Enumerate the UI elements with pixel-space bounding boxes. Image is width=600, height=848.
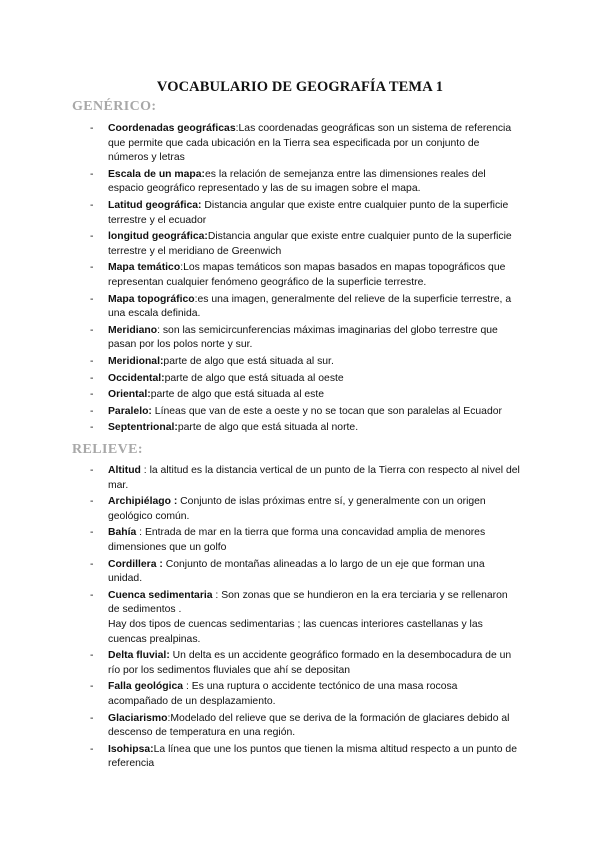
page-title: VOCABULARIO DE GEOGRAFÍA TEMA 1 bbox=[156, 79, 444, 95]
bullet-dash: - bbox=[90, 527, 94, 539]
term-name: Bahía bbox=[108, 527, 137, 539]
bullet-dash: - bbox=[90, 355, 94, 367]
term-item bbox=[0, 168, 600, 197]
bullet-dash: - bbox=[90, 405, 94, 417]
bullet-dash: - bbox=[90, 199, 94, 211]
term-item bbox=[0, 324, 600, 353]
term-item bbox=[0, 558, 600, 587]
term-definition: Un delta es un accidente geográfico formado en la desembocadura de un río por los sedimentos fluviales que ahí se depositan bbox=[108, 650, 512, 676]
term-name: Latitud geográfica: bbox=[108, 199, 202, 211]
term-item bbox=[0, 388, 600, 403]
term-name: Mapa temático bbox=[108, 262, 181, 274]
term-item bbox=[0, 405, 600, 420]
term-item bbox=[0, 372, 600, 387]
bullet-dash: - bbox=[90, 681, 94, 693]
bullet-dash: - bbox=[90, 650, 94, 662]
bullet-dash: - bbox=[90, 262, 94, 274]
bullet-dash: - bbox=[90, 123, 94, 134]
term-name: Oriental: bbox=[108, 389, 151, 401]
bullet-dash: - bbox=[90, 168, 94, 180]
term-name: longitud geográfica: bbox=[108, 231, 208, 243]
term-definition: son las semicircunferencias máximas imaginarias del globo terrestre que pasan por los polos norte y sur. bbox=[108, 324, 498, 351]
term-name: Delta fluvial: bbox=[108, 650, 170, 662]
term-definition: La línea que une los puntos que tienen la misma altitud respecto a un punto de referencia bbox=[108, 743, 517, 770]
term-name: Occidental: bbox=[108, 372, 165, 384]
term-name: Glaciarismo bbox=[108, 712, 168, 724]
term-item bbox=[0, 526, 600, 555]
term-name: Coordenadas geográficas bbox=[108, 123, 236, 134]
bullet-dash: - bbox=[90, 496, 94, 508]
term-definition: es la relación de semejanza entre las dimensiones reales del espacio geográfico representado y las de su imagen sobre el mapa. bbox=[108, 168, 486, 195]
term-definition: parte de algo que está situada al este bbox=[150, 389, 325, 401]
term-definition: Distancia angular que existe entre cualquier punto de la superficie terrestre y el ecuador bbox=[108, 199, 509, 226]
term-name: Falla geológica bbox=[108, 681, 184, 693]
term-name: Escala de un mapa: bbox=[108, 168, 206, 180]
term-definition-extra: Hay dos tipos de cuencas sedimentarias ; las cuencas interiores castellanas y las cuencas prealpinas. bbox=[108, 618, 483, 645]
bullet-dash: - bbox=[90, 231, 94, 243]
term-item bbox=[0, 230, 600, 259]
bullet-dash: - bbox=[90, 558, 94, 570]
term-definition: : Son zonas que se hundieron en la era terciaria y se rellenaron de sedimentos . bbox=[108, 589, 508, 616]
term-separator: : bbox=[194, 293, 198, 305]
term-definition: Conjunto de islas próximas entre sí, y generalmente con un origen geológico común. bbox=[108, 496, 486, 522]
term-definition: Distancia angular que existe entre cualquier punto de la superficie terrestre y el meridiano de Greenwich bbox=[108, 231, 512, 257]
term-item bbox=[0, 743, 600, 772]
term-separator: : bbox=[180, 262, 184, 274]
bullet-dash: - bbox=[90, 389, 94, 401]
section-heading-relieve: RELIEVE: bbox=[72, 442, 143, 457]
term-item bbox=[0, 589, 600, 647]
term-name: Meridiano bbox=[108, 324, 158, 336]
term-item bbox=[0, 199, 600, 228]
term-name: Isohipsa: bbox=[108, 743, 154, 755]
term-separator: : bbox=[235, 123, 239, 134]
bullet-dash: - bbox=[90, 372, 94, 384]
section-heading-generico: GENÉRICO: bbox=[72, 99, 157, 114]
term-list-relieve bbox=[0, 464, 600, 774]
term-definition: : la altitud es la distancia vertical de un punto de la Tierra con respecto al nivel del mar. bbox=[108, 465, 520, 491]
term-definition: parte de algo que está situada al norte. bbox=[177, 422, 359, 434]
term-name: Archipiélago : bbox=[108, 496, 178, 508]
bullet-dash: - bbox=[90, 293, 94, 305]
term-definition: Conjunto de montañas alineadas a lo largo de un eje que forman una unidad. bbox=[108, 558, 485, 585]
term-definition: : Entrada de mar en la tierra que forma una concavidad amplia de menores dimensiones que un golfo bbox=[108, 527, 486, 553]
term-name: Paralelo: bbox=[108, 405, 152, 417]
bullet-dash: - bbox=[90, 712, 94, 724]
term-name: Altitud bbox=[108, 465, 141, 476]
term-item bbox=[0, 680, 600, 709]
bullet-dash: - bbox=[90, 324, 94, 336]
bullet-dash: - bbox=[90, 589, 94, 601]
bullet-dash: - bbox=[90, 465, 94, 476]
term-name: Mapa topográfico bbox=[108, 293, 195, 305]
term-item bbox=[0, 712, 600, 741]
term-item bbox=[0, 495, 600, 524]
term-item bbox=[0, 649, 600, 678]
term-name: Meridional: bbox=[108, 355, 164, 367]
term-list-generico bbox=[0, 122, 600, 438]
term-separator: : bbox=[157, 324, 160, 336]
term-item bbox=[0, 421, 600, 436]
bullet-dash: - bbox=[90, 422, 94, 434]
term-definition: parte de algo que está situada al oeste bbox=[164, 372, 344, 384]
term-definition: Líneas que van de este a oeste y no se tocan que son paralelas al Ecuador bbox=[151, 405, 502, 417]
term-definition: parte de algo que está situada al sur. bbox=[163, 355, 334, 367]
term-item bbox=[0, 464, 600, 493]
term-definition: Los mapas temáticos son mapas basados en mapas topográficos que representan cualquier fenómeno geográfico de la superficie terrestre. bbox=[108, 262, 506, 288]
term-name: Cordillera : bbox=[108, 558, 163, 570]
term-definition: Modelado del relieve que se deriva de la formación de glaciares debido al descenso de temperatura en una región. bbox=[108, 712, 510, 739]
term-definition: : Es una ruptura o accidente tectónico de una masa rocosa acompañado de un desplazamiento. bbox=[108, 681, 458, 707]
term-name: Cuenca sedimentaria bbox=[108, 589, 213, 601]
term-item bbox=[0, 293, 600, 322]
term-item bbox=[0, 355, 600, 370]
term-definition: es una imagen, generalmente del relieve de la superficie terrestre, a una escala definida. bbox=[108, 293, 512, 320]
term-item bbox=[0, 122, 600, 166]
term-definition: Las coordenadas geográficas son un sistema de referencia que permite que cada ubicación en la Tierra sea especificada por un conjunto de números y letras bbox=[108, 123, 512, 164]
term-separator: : bbox=[167, 712, 171, 724]
term-item bbox=[0, 261, 600, 290]
bullet-dash: - bbox=[90, 743, 94, 755]
term-name: Septentrional: bbox=[108, 422, 178, 434]
